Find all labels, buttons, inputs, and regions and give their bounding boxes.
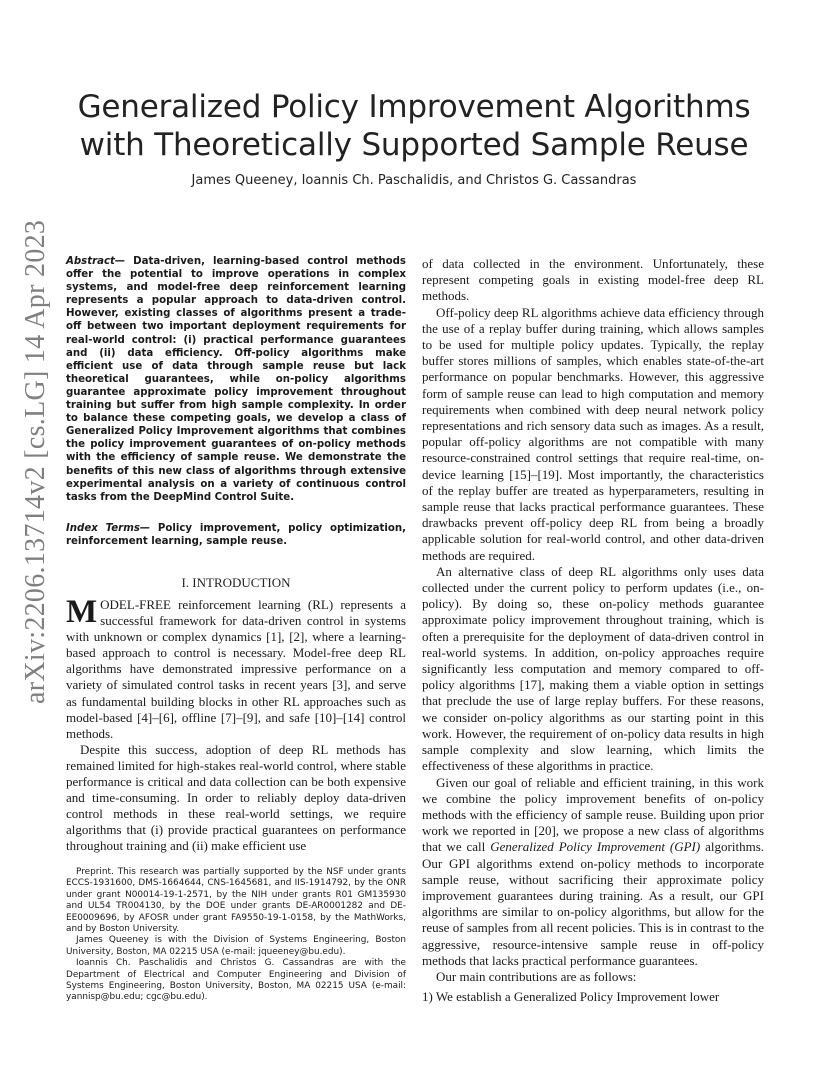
index-terms	[66, 522, 406, 548]
introduction-body	[66, 594, 406, 855]
contribution-list-item-1: 1) We establish a Generalized Policy Improvement lower	[422, 989, 720, 1005]
title-line-2: with Theoretically Supported Sample Reuse	[79, 127, 749, 163]
abstract-text: Data-driven, learning-based control methods offer the potential to improve operations in complex systems, and model-free deep reinforcement learning represents a popular approach to data-driven control. However, existing classes of algorithms present a trade-off between two important deployment requirements for real-world control: (i) practical performance guarantees and (ii) data efficiency. Off-policy algorithms make efficient use of data through sample reuse but lack theoretical guarantees, while on-policy algorithms guarantee approximate policy improvement throughout training but suffer from high sample complexity. In order to balance these competing goals, we develop a class of Generalized Policy Improvement algorithms that combines the policy improvement guarantees of on-policy methods with the efficiency of sample reuse. We demonstrate the benefits of this new class of algorithms through extensive experimental analysis on a variety of continuous control tasks from the DeepMind Control Suite.	[66, 256, 406, 503]
footnotes	[66, 867, 406, 1004]
intro-paragraph-1	[66, 594, 406, 742]
gpi-text-before: Given our goal of reliable and efficient training, in this work we combine the policy improvement benefits of on-policy methods with the efficiency of sample reuse. Building upon prior work we reported in [20], we propose a new class of algorithms that we call	[422, 774, 764, 855]
right-paragraph-contributions: Our main contributions are as follows:	[436, 968, 637, 984]
footnote-funding: Preprint. This research was partially supported by the NSF under grants ECCS-1931600, DMS-1664644, CNS-1645681, and IIS-1914792, by the ONR under grant N00014-19-1-2571, by the NIH under grants R01 GM135930 and UL54 TR004130, by the DOE under grants DE-AR0001282 and DE-EE0009696, by AFOSR under grant FA9550-19-1-0158, by the MathWorks, and by Boston University.	[66, 867, 406, 935]
index-terms-label: Index Terms	[66, 523, 140, 534]
paper-title	[40, 88, 788, 164]
right-paragraph-off-policy: Off-policy deep RL algorithms achieve data efficiency through the use of a replay buffer during training, which allows samples to be used for multiple policy updates. Typically, the replay buffer stores millions of samples, which enables state-of-the-art performance on popular benchmarks. However, this aggressive form of sample reuse can lead to high computation and memory requirements when combined with deep neural network policy representations and rich sensory data such as images. As a result, popular off-policy algorithms are not compatible with many resource-constrained control settings that require real-time, on-device learning [15]–[19]. Most importantly, the characteristics of the replay buffer are treated as hyperparameters, resulting in sample reuse that lacks practical performance guarantees. These drawbacks prevent off-policy deep RL from being a broadly applicable solution for real-world control, and other data-driven methods are required.	[422, 304, 764, 563]
section-heading-introduction: I. INTRODUCTION	[181, 575, 291, 590]
drop-cap: M	[66, 594, 98, 630]
arxiv-identifier: arXiv:2206.13714v2 [cs.LG] 14 Apr 2023	[20, 219, 51, 704]
gpi-term: Generalized Policy Improvement (GPI)	[490, 839, 701, 855]
author-list: James Queeney, Ioannis Ch. Paschalidis, and Christos G. Cassandras	[191, 173, 637, 188]
abstract-dash: —	[114, 256, 126, 267]
index-terms-text: Policy improvement, policy optimization, reinforcement learning, sample reuse.	[66, 523, 406, 548]
abstract	[66, 255, 406, 504]
right-paragraph-gpi	[422, 775, 764, 969]
intro-paragraph-2: Despite this success, adoption of deep RL methods has remained limited for high-stakes real-world control, where stable performance is critical and data collection can be both expensive and time-consuming. In order to reliably deploy data-driven control methods in these real-world settings, we require algorithms that (i) provide practical guarantees on performance throughout training and (ii) make efficient use	[66, 741, 406, 854]
abstract-label: Abstract	[66, 256, 115, 267]
footnote-author-1: James Queeney is with the Division of Systems Engineering, Boston University, Boston, MA 02215 USA (e-mail: jqueeney@bu.edu).	[66, 935, 406, 957]
intro-paragraph-1-text: ODEL-FREE reinforcement learning (RL) represents a successful framework for data-driven control in systems with unknown or complex dynamics [1], [2], where a learning-based approach to control is necessary. Model-free deep RL algorithms have demonstrated impressive performance on a variety of simulated control tasks in recent years [3], and serve as fundamental building blocks in other RL approaches such as model-based [4]–[6], offline [7]–[9], and safe [10]–[14] control methods.	[66, 597, 406, 741]
right-paragraph-on-policy: An alternative class of deep RL algorithms only uses data collected under the current policy to perform updates (i.e., on-policy). By doing so, these on-policy methods guarantee approximate policy improvement throughout training, which is often a prerequisite for the deployment of data-driven control in real-world systems. In addition, on-policy approaches require significantly less computation and memory compared to off-policy algorithms [17], making them a viable option in settings that preclude the use of large replay buffers. For these reasons, we consider on-policy algorithms as our starting point in this work. However, the requirement of on-policy data results in high sample complexity and slow learning, which limits the effectiveness of these algorithms in practice.	[422, 563, 764, 774]
title-line-1: Generalized Policy Improvement Algorithms	[77, 89, 751, 125]
footnote-author-2-3: Ioannis Ch. Paschalidis and Christos G. Cassandras are with the Department of Electrical and Computer Engineering and Division of Systems Engineering, Boston University, Boston, MA 02215 USA (e-mail: yannisp@bu.edu; cgc@bu.edu).	[66, 958, 406, 1003]
index-terms-dash: —	[139, 523, 151, 534]
right-paragraph-continued: of data collected in the environment. Unfortunately, these represent competing goals in existing model-free deep RL methods.	[422, 256, 764, 304]
right-column-body	[422, 256, 764, 1005]
gpi-text-after: algorithms. Our GPI algorithms extend on-policy methods to incorporate sample reuse, without sacrificing their approximate policy improvement guarantees during training. As a result, our GPI algorithms are similar to on-policy algorithms, but allow for the reuse of samples from all recent policies. This is in contrast to the aggressive, resource-intensive sample reuse in off-policy methods that lacks practical performance guarantees.	[422, 839, 765, 968]
